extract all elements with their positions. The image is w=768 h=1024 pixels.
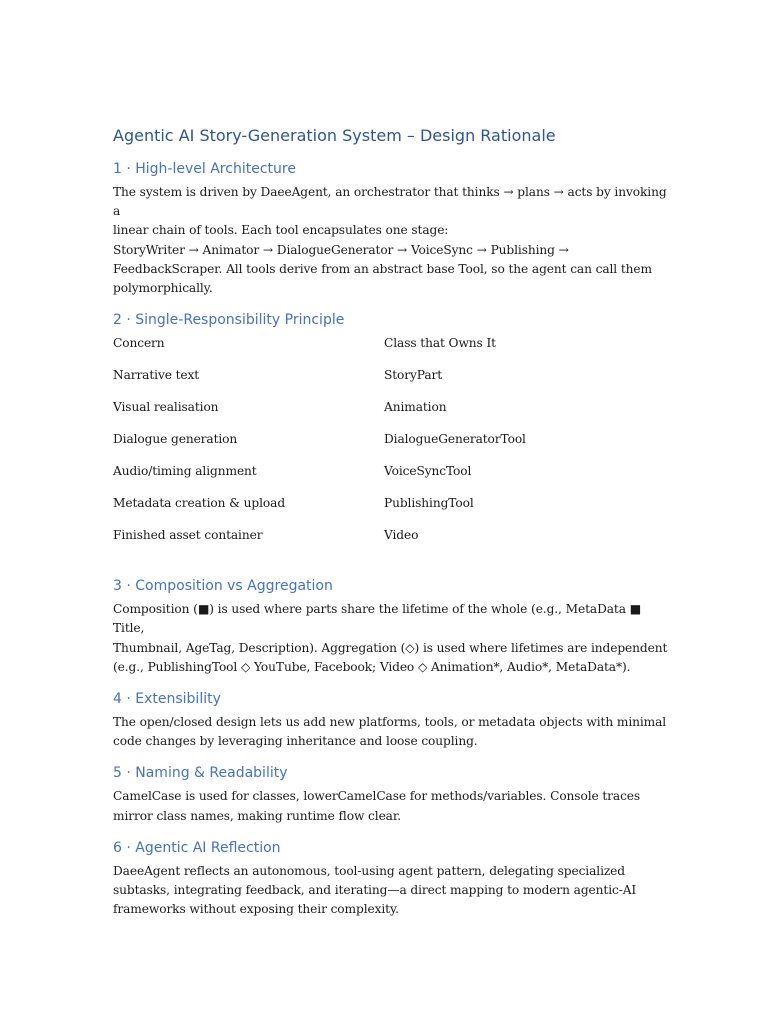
text-line: subtasks, integrating feedback, and iterating—a direct mapping to modern agentic-AI: [113, 883, 637, 898]
table-cell: Audio/timing alignment: [113, 464, 257, 479]
section-heading: 5 · Naming & Readability: [113, 765, 288, 782]
table-cell: StoryPart: [384, 368, 443, 383]
section-body: [113, 862, 673, 920]
table-header-row: [113, 334, 673, 366]
table-row: [113, 462, 673, 494]
table-cell: Video: [384, 528, 419, 543]
table-cell: Animation: [384, 400, 447, 415]
section-heading: 1 · High-level Architecture: [113, 161, 296, 177]
table-cell: DialogueGeneratorTool: [384, 432, 526, 447]
section-srp: [113, 310, 673, 558]
text-line: The system is driven by DaeeAgent, an orchestrator that thinks → plans → acts by invoking a: [113, 185, 667, 219]
table-header-cell: Class that Owns It: [384, 336, 496, 351]
table-row: [113, 526, 673, 558]
table-cell: Metadata creation & upload: [113, 496, 286, 511]
text-line: CamelCase is used for classes, lowerCamelCase for methods/variables. Console traces: [113, 789, 641, 804]
text-line: frameworks without exposing their complexity.: [113, 902, 399, 917]
table-row: [113, 430, 673, 462]
table-cell: PublishingTool: [384, 496, 474, 511]
section-body: [113, 600, 673, 677]
table-cell: Visual realisation: [113, 400, 219, 415]
table-row: [113, 494, 673, 526]
text-line: Composition (■) is used where parts share the lifetime of the whole (e.g., MetaData ■ Title,: [113, 602, 642, 636]
section-heading: 2 · Single-Responsibility Principle: [113, 312, 345, 329]
document-title: Agentic AI Story-Generation System – Design Rationale: [113, 126, 556, 145]
text-line: code changes by leveraging inheritance and loose coupling.: [113, 734, 478, 749]
table-row: [113, 366, 673, 398]
text-line: Thumbnail, AgeTag, Description). Aggregation (◇) is used where lifetimes are independent: [113, 640, 668, 655]
section-agentic-reflection: [113, 838, 673, 920]
table-row: [113, 398, 673, 430]
section-body: [113, 787, 673, 825]
text-line: linear chain of tools. Each tool encapsulates one stage:: [113, 223, 449, 238]
responsibility-table: [113, 334, 673, 558]
section-extensibility: [113, 689, 673, 751]
text-line: DaeeAgent reflects an autonomous, tool-using agent pattern, delegating specialized: [113, 863, 626, 878]
table-cell: Dialogue generation: [113, 432, 238, 447]
section-body: [113, 183, 673, 298]
text-line: FeedbackScraper. All tools derive from an abstract base Tool, so the agent can call them: [113, 261, 652, 276]
section-architecture: [113, 159, 673, 298]
text-line: polymorphically.: [113, 281, 213, 296]
text-line: The open/closed design lets us add new platforms, tools, or metadata objects with minimal: [113, 715, 667, 730]
section-heading: 4 · Extensibility: [113, 691, 221, 708]
table-header-cell: Concern: [113, 336, 165, 351]
section-naming: [113, 763, 673, 825]
text-line: mirror class names, making runtime flow clear.: [113, 808, 402, 823]
section-composition: [113, 576, 673, 677]
section-heading: 6 · Agentic AI Reflection: [113, 839, 281, 856]
section-body: [113, 713, 673, 751]
section-heading: 3 · Composition vs Aggregation: [113, 578, 333, 595]
table-cell: Finished asset container: [113, 528, 263, 543]
document-content: [113, 125, 673, 931]
text-line: StoryWriter → Animator → DialogueGenerator → VoiceSync → Publishing →: [113, 242, 569, 257]
table-cell: VoiceSyncTool: [384, 464, 472, 479]
table-cell: Narrative text: [113, 368, 200, 383]
text-line: (e.g., PublishingTool ◇ YouTube, Facebook; Video ◇ Animation*, Audio*, MetaData*).: [113, 659, 631, 674]
